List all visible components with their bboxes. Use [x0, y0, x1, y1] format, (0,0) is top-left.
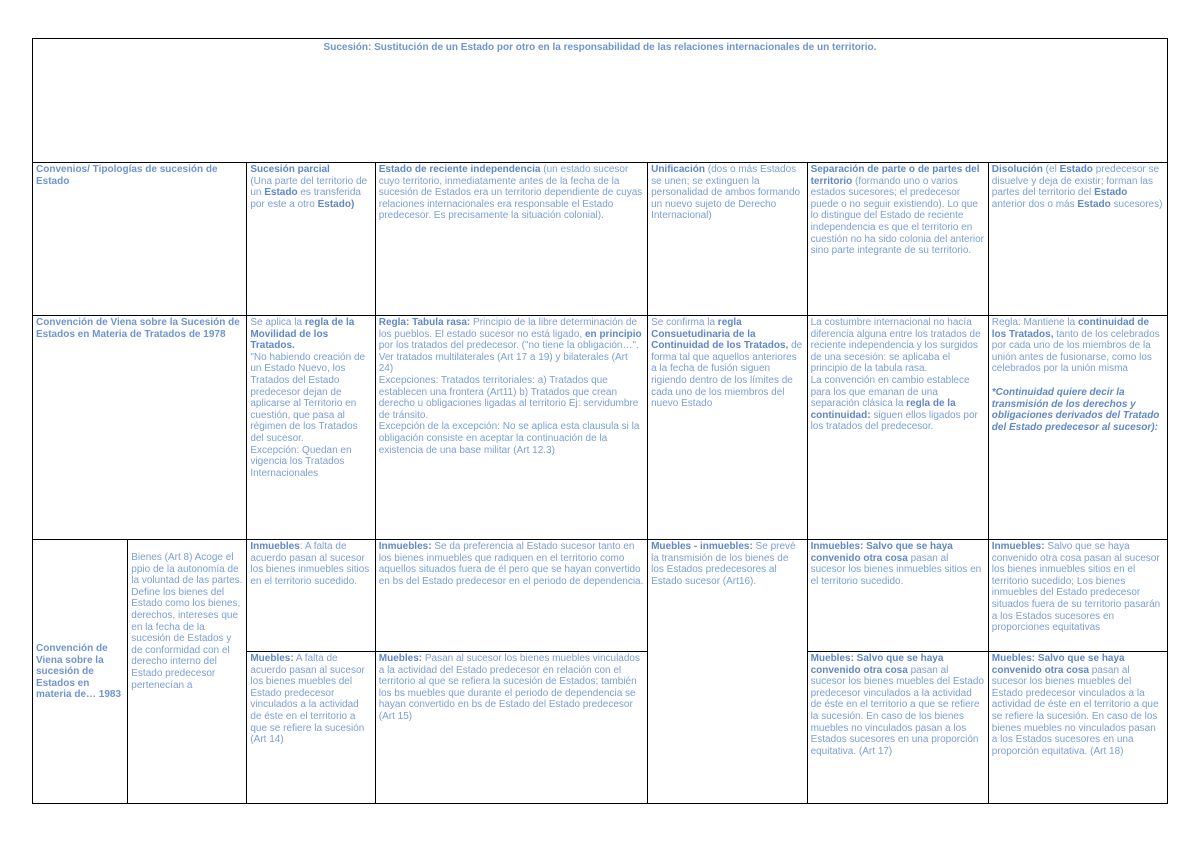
cell-heading: Regla: Tabula rasa: [378, 317, 471, 328]
cell-text: sucesores) [1110, 198, 1163, 210]
cell-text: por los tratados del predecesor. ("no tiene la obligación…". [378, 340, 639, 352]
cell-heading: Inmuebles: [378, 541, 432, 552]
cell-text: Excepción de la excepción: No se aplica esta clausula si la obligación consiste en aceptar la continuación de la existencia de una base militar (Art 12.3) [378, 421, 640, 456]
cell-unification [648, 163, 807, 316]
cell-heading: Estado de reciente independencia [378, 164, 541, 175]
cell-separation-movables [807, 652, 988, 804]
cell-text: predecesor se disuelve y deja de existir; forman las partes del territorio del [991, 164, 1160, 199]
cell-unification-1978 [648, 316, 807, 540]
cell-bold: Estado [1059, 164, 1093, 175]
cell-new-independent-1978 [375, 316, 647, 540]
cell-separation-immovables [807, 540, 988, 652]
row-header-1978: Convención de Viena sobre la Sucesión de Estados en Materia de Tratados de 1978 [33, 316, 247, 540]
cell-separation [807, 163, 988, 316]
cell-bold: Estado [264, 187, 298, 199]
cell-text: Excepciones: Tratados territoriales: a) Tratados que establecen una frontera (Art11) b) Tratados que crean derecho u obligaciones ligadas al territorio Ej: servidumbre de tránsito. [378, 374, 639, 421]
cell-heading: Muebles: [250, 653, 294, 664]
cell-text: A falta de acuerdo pasan al sucesor los bienes muebles del Estado predecesor vinculados a la actividad de éste en el territorio a que se refiere la sucesión (Art 14) [250, 653, 365, 746]
cell-partial-succession [247, 163, 375, 316]
cell-text: Se prevé la transmisión de los bienes de los Estados predecesores al Estado sucesor (Art16). [651, 541, 796, 587]
cell-heading: Sucesión parcial [250, 164, 330, 175]
cell-partial-immovables [247, 540, 375, 652]
table-row [33, 540, 1168, 652]
cell-heading: Muebles: Salvo que se haya convenido otra cosa [991, 653, 1125, 676]
cell-heading: Disolución [991, 164, 1043, 175]
cell-partial-1978 [247, 316, 375, 540]
cell-text: es transferida por este a otro [250, 187, 361, 210]
cell-unification-property [648, 540, 807, 804]
cell-separation-1978 [807, 316, 988, 540]
cell-bold: regla de la continuidad: [810, 398, 956, 421]
cell-new-independent-immovables [375, 540, 647, 652]
cell-bold: Estado [1094, 187, 1128, 199]
cell-text: siguen ellos ligados por los tratados del predecesor. [810, 409, 978, 433]
cell-text: Principio de la libre determinación de los pueblos. El estado sucesor no está ligado, [378, 317, 638, 340]
cell-bienes-definition: Bienes (Art 8) Acoge el ppio de la autonomía de la voluntad de las partes. Define los bienes del Estado como los bienes, derechos, intereses que en la fecha de la sucesión de Estados y de conformidad con el derecho interno del Estado predecesor pertenecían a [128, 540, 247, 804]
succession-table [32, 38, 1168, 804]
cell-bold: regla Consuetudinaria de la Continuidad de los Tratados, [651, 317, 789, 352]
cell-text: (el [1042, 164, 1060, 175]
cell-text: (dos o más Estados se unen; se extinguen la personalidad de ambos formando un nuevo sujeto de Derecho Internacional) [651, 164, 801, 222]
cell-bold: Estado) [317, 198, 355, 210]
cell-note: *Continuidad quiere decir la transmisión de los derechos y obligaciones derivados del Tratado del Estado predecesor al sucesor): [991, 386, 1160, 433]
cell-text: Se da preferencia al Estado sucesor tanto en los bienes inmuebles que radiquen en el territorio como aquellos situados fuera de él pero que se hayan convertido en bs del Estado predecesor en el periodo de dependencia. [378, 541, 644, 587]
cell-new-independent-state [375, 163, 647, 316]
cell-text: "No habiendo creación de un Estado Nuevo, los Tratados del Estado predecesor dejan de aplicarse al Territorio en cuestión, que pasa al régimen de los Tratados del sucesor. [250, 351, 366, 444]
cell-text: de forma tal que aquellos anteriores a la fecha de fusión siguen rigiendo dentro de los límites de cada uno de los miembros del nuevo Estado [651, 340, 803, 410]
cell-dissolution [988, 163, 1167, 316]
cell-text: La costumbre internacional no hacía diferencia alguna entre los tratados de reciente independencia y los surgidos de una secesión: se aplicaba el principio de la tabula rasa. [810, 317, 981, 375]
cell-bold: continuidad de los Tratados, [991, 317, 1150, 340]
cell-partial-movables [247, 652, 375, 804]
cell-text: Regla: Mantiene la [991, 317, 1078, 328]
table-row [33, 316, 1168, 540]
cell-text: Pasan al sucesor los bienes muebles vinculados a la actividad del Estado predecesor en relación con el territorio al que se refiera la sucesión de Estados; también los bs muebles que durante el periodo de dependencia se hayan convertido en bs de Estado del Estado predecesor (Art 15) [378, 653, 640, 722]
cell-heading: Separación de parte o de partes del territorio [810, 164, 980, 187]
cell-heading: Inmuebles: Salvo que se haya convenido otra cosa [810, 541, 953, 564]
spacer [992, 375, 1164, 387]
cell-heading: Muebles: Salvo que se haya convenido otra cosa [810, 653, 944, 676]
cell-text: Se aplica la [250, 317, 305, 328]
row-header-typologies: Convenios/ Tipologías de sucesión de Estado [33, 163, 247, 316]
cell-text: (Una parte del territorio de un [250, 175, 368, 199]
cell-dissolution-movables [988, 652, 1167, 804]
cell-text: pasan al sucesor los bienes muebles del Estado predecesor vinculados a la actividad de éste en el territorio a que se refiere la sucesión. En caso de los bienes muebles no vinculados pasan a los Estados sucesores en una proporción equitativa. (Art 17) [810, 664, 984, 757]
table-title: Sucesión: Sustitución de un Estado por otro en la responsabilidad de las relaciones internacionales de un territorio. [33, 39, 1168, 163]
cell-bold: Estado [1077, 198, 1111, 210]
cell-dissolution-1978 [988, 316, 1167, 540]
row-header-1983: Convención de Viena sobre la sucesión de Estados en materia de… 1983 [33, 540, 128, 804]
cell-heading: Inmuebles [250, 541, 300, 552]
cell-heading: Unificación [651, 164, 705, 175]
cell-text: La convención en cambio establece para los que emanan de una separación clásica la [810, 374, 970, 410]
cell-dissolution-immovables [988, 540, 1167, 652]
cell-text: Se confirma la [651, 317, 718, 328]
cell-text: Ver tratados multilaterales (Art 17 a 19) y bilaterales (Art 24) [378, 351, 628, 375]
cell-heading: Muebles - inmuebles: [651, 541, 753, 552]
cell-heading: Muebles: [378, 653, 423, 664]
cell-text: : A falta de acuerdo pasan al sucesor los bienes inmuebles sitios en el territorio sucedido. [250, 541, 370, 587]
cell-text: pasan al sucesor los bienes inmuebles sitios en el territorio sucedido. [810, 552, 982, 587]
cell-text: tanto de los celebrados por cada uno de los miembros de la unión antes de fusionarse, como los celebrados por la unión misma [991, 328, 1160, 375]
cell-text: Excepción: Quedan en vigencia los Tratados Internacionales [250, 444, 352, 479]
cell-bold: en principio [585, 328, 642, 340]
cell-new-independent-movables [375, 652, 647, 804]
table-row [33, 163, 1168, 316]
cell-text: (un estado sucesor cuyo territorio, inmediatamente antes de la fecha de la sucesión de Estados era un territorio dependiente de cuyas relaciones internacionales era responsable el Estado predecesor. Es precisamente la situación colonial). [378, 164, 643, 222]
cell-bold: regla de la Movilidad de los Tratados. [250, 317, 355, 352]
cell-text: pasan al sucesor los bienes muebles del Estado predecesor vinculados a la actividad de éste en el territorio a que se refiere la sucesión. En caso de los bienes muebles no vinculados pasan a los Estados sucesores en una proporción equitativa. (Art 18) [991, 664, 1159, 757]
cell-text: Salvo que se haya convenido otra cosa pasan al sucesor los bienes inmuebles sitios en el territorio sucedido; Los bienes inmuebles del Estado predecesor situados fuera de su territorio pasarán a los Estados sucesores en proporciones equitativas [991, 541, 1161, 634]
cell-text: anterior dos o más [991, 198, 1078, 210]
cell-text: (formando uno o varios estados sucesores; el predecesor puede o no seguir existiendo). Lo que lo distingue del Estado de reciente independencia es que el territorio en cuestión no ha sido colonia del anterior sino parte integrante de su territorio. [810, 175, 985, 257]
cell-heading: Inmuebles: [991, 541, 1045, 552]
document-page [32, 38, 1168, 804]
